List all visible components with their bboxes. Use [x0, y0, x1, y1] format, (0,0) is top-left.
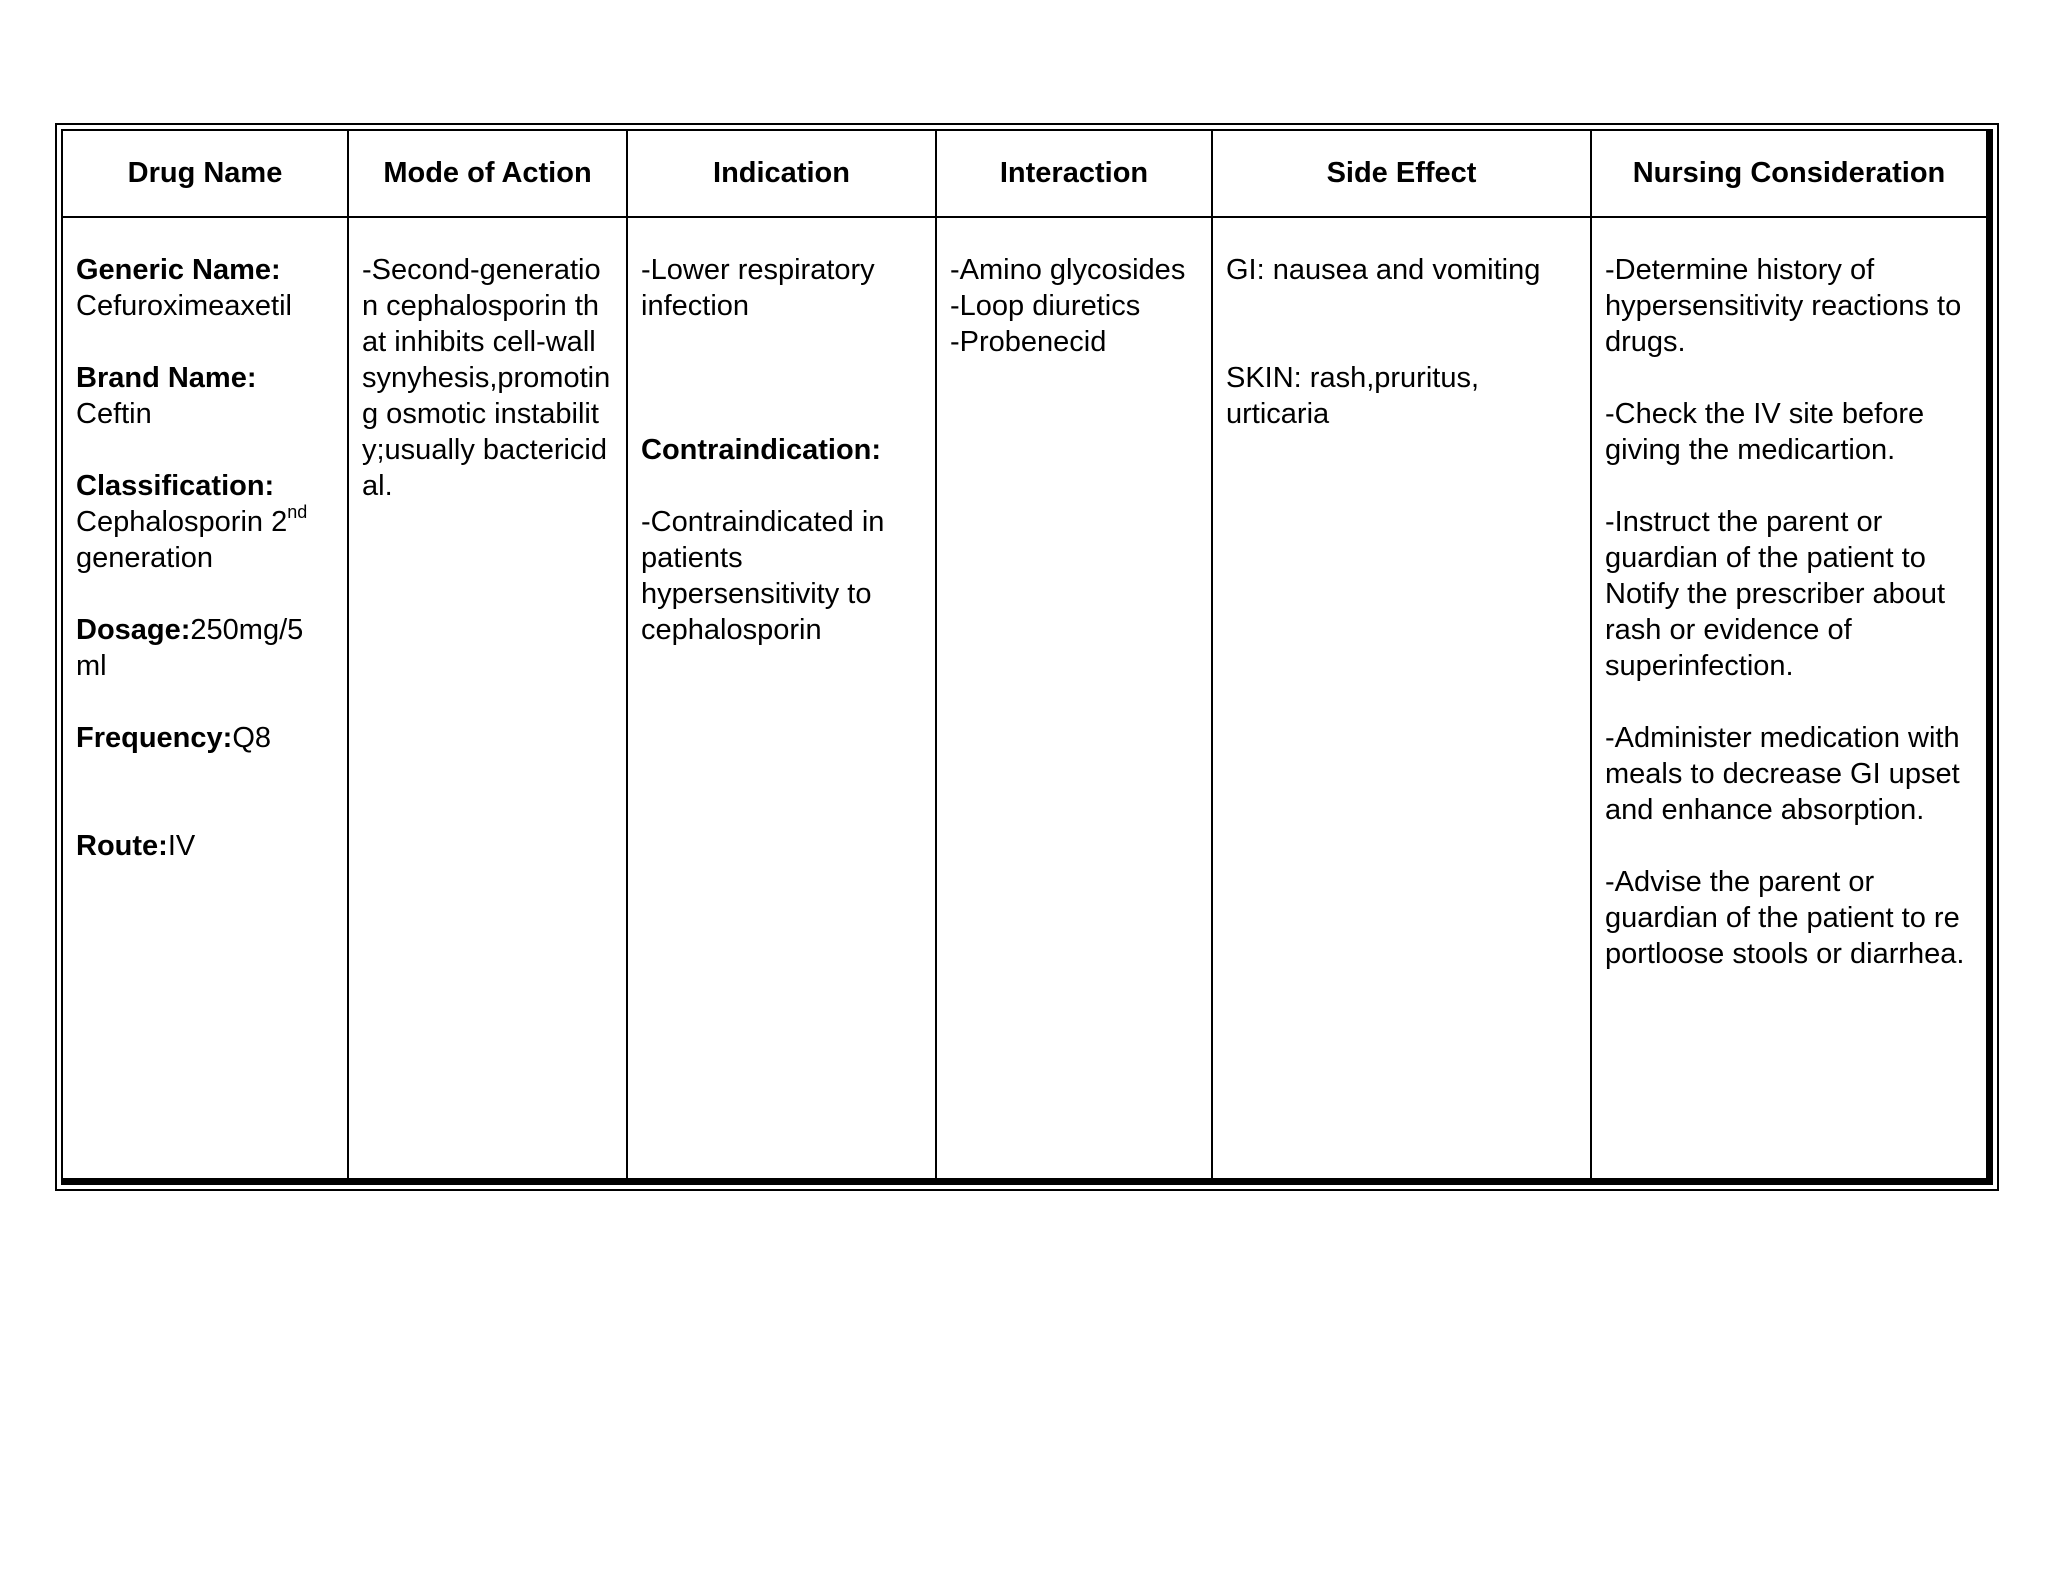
route-label: Route:	[76, 830, 168, 862]
classification-value	[76, 504, 335, 540]
nursing-item: -Determine history of hypersensitivity reactions to drugs.	[1605, 254, 1962, 358]
contraindication-text: -Contraindicated in patients hypersensitivity to cephalosporin	[641, 506, 885, 646]
cell-indication	[627, 217, 936, 1178]
header-nursing-consideration: Nursing Consideration	[1591, 131, 1986, 217]
header-drug-name: Drug Name	[63, 131, 348, 217]
interaction-item: -Loop diuretics	[950, 290, 1141, 322]
frequency-value: Q8	[232, 722, 272, 754]
cell-interaction	[936, 217, 1212, 1178]
side-effect-gi: GI: nausea and vomiting	[1226, 254, 1541, 286]
nursing-item: -Advise the parent or guardian of the patient to re portloose stools or diarrhea.	[1605, 866, 1965, 970]
cell-drug-name	[63, 217, 348, 1178]
header-indication: Indication	[627, 131, 936, 217]
brand-name-label: Brand Name:	[76, 362, 257, 394]
cell-nursing-consideration	[1591, 217, 1986, 1178]
generic-name-label: Generic Name:	[76, 254, 281, 286]
mode-of-action-text: -Second-generation cephalosporin that inhibits cell-wall synyhesis,promoting osmotic instability;usually bactericidal.	[362, 254, 611, 502]
side-effect-skin: SKIN: rash,pruritus, urticaria	[1226, 362, 1480, 430]
classification-label: Classification:	[76, 470, 275, 502]
brand-name-value: Ceftin	[76, 398, 152, 430]
cell-side-effect	[1212, 217, 1591, 1178]
table-outer-border	[55, 123, 1999, 1191]
contraindication-label: Contraindication:	[641, 434, 882, 466]
nursing-item: -Administer medication with meals to decrease GI upset and enhance absorption.	[1605, 722, 1960, 826]
route-line	[76, 828, 335, 864]
nursing-item: -Instruct the parent or guardian of the patient to Notify the prescriber about rash or evidence of superinfection.	[1605, 506, 1946, 682]
interaction-item: -Amino glycosides	[950, 254, 1186, 286]
cell-mode-of-action	[348, 217, 627, 1178]
header-mode-of-action: Mode of Action	[348, 131, 627, 217]
classification-value-line2: generation	[76, 542, 214, 574]
classification-text: Cephalosporin 2	[76, 506, 288, 538]
route-value: IV	[167, 830, 196, 862]
dosage-value: 250mg/5 ml	[76, 614, 304, 682]
dosage-label: Dosage:	[76, 614, 191, 646]
header-side-effect: Side Effect	[1212, 131, 1591, 217]
classification-ordinal: nd	[287, 502, 308, 523]
header-interaction: Interaction	[936, 131, 1212, 217]
frequency-line	[76, 720, 335, 756]
nursing-item: -Check the IV site before giving the medicartion.	[1605, 398, 1925, 466]
header-row	[63, 131, 1986, 217]
interaction-item: -Probenecid	[950, 326, 1107, 358]
table-inner-border	[61, 129, 1993, 1185]
generic-name-value: Cefuroximeaxetil	[76, 290, 292, 322]
content-row	[63, 217, 1986, 1178]
dosage-line	[76, 612, 335, 684]
indication-text: -Lower respiratory infection	[641, 254, 875, 322]
drug-study-table	[63, 131, 1986, 1178]
frequency-label: Frequency:	[76, 722, 233, 754]
